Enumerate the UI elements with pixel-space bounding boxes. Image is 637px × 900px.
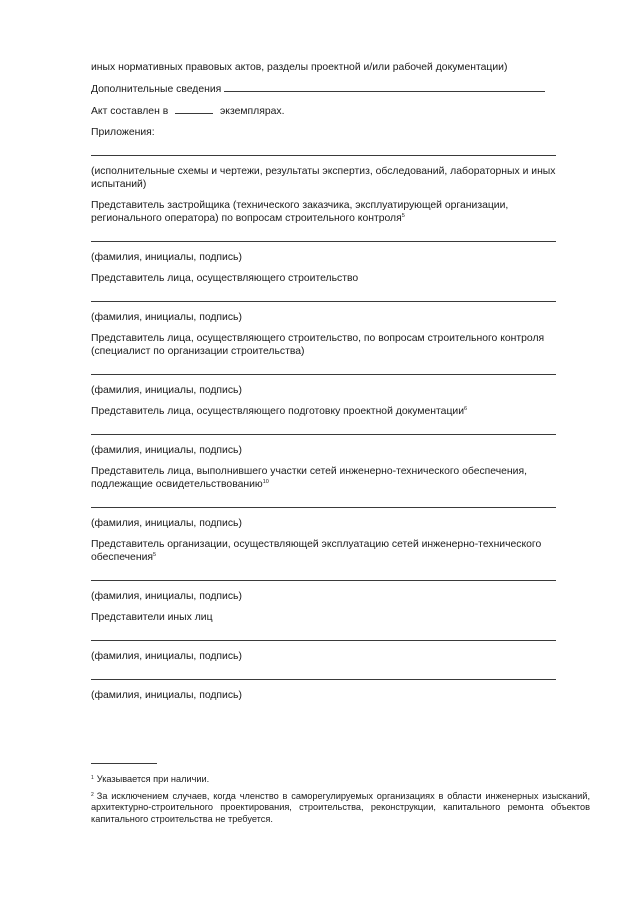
signature-hint: (фамилия, инициалы, подпись) [91, 651, 242, 662]
footnote [91, 791, 590, 826]
other-rep-signature-line[interactable] [91, 679, 556, 680]
appendices-hint: (исполнительные схемы и чертежи, результаты экспертиз, обследований, лабораторных и иных испытаний) [91, 166, 556, 190]
additional-info-label: Дополнительные сведения [91, 84, 222, 95]
act-copies-suffix: экземплярах. [220, 106, 285, 117]
signature-hint: (фамилия, инициалы, подпись) [91, 690, 242, 701]
builder-rep-signature-line[interactable] [91, 301, 556, 302]
builder-rep-label: Представитель лица, осуществляющего строительство [91, 273, 359, 284]
footnote-mark: 10 [262, 479, 269, 485]
footnote [91, 774, 590, 786]
networks-operator-rep-signature-line[interactable] [91, 580, 556, 581]
networks-operator-rep-label: Представитель организации, осуществляющей эксплуатацию сетей инженерно-технического обеспечения$^5$ [91, 539, 542, 563]
signature-hint: (фамилия, инициалы, подпись) [91, 591, 242, 602]
developer-rep-signature-line[interactable] [91, 241, 556, 242]
text-line: иных нормативных правовых актов, разделы проектной и/или рабочей документации) [91, 62, 508, 73]
networks-builder-rep-signature-line[interactable] [91, 507, 556, 508]
footnote-number: 1 [91, 775, 94, 781]
footnote-number: 2 [91, 791, 94, 798]
footnote-mark: 5 [401, 213, 405, 219]
additional-info-field[interactable] [224, 82, 545, 92]
signature-hint: (фамилия, инициалы, подпись) [91, 518, 242, 529]
other-reps-label: Представители иных лиц [91, 612, 213, 623]
document-body [91, 61, 573, 702]
footnote-separator [91, 763, 157, 764]
act-copies-field[interactable] [175, 104, 213, 114]
appendices-label: Приложения: [91, 127, 155, 138]
footnotes [91, 774, 590, 830]
designer-rep-signature-line[interactable] [91, 434, 556, 435]
designer-rep-label: Представитель лица, осуществляющего подготовку проектной документации$^6$ [91, 406, 468, 417]
act-copies-prefix: Акт составлен в [91, 106, 169, 117]
additional-info-row [91, 82, 573, 96]
builder-control-rep-signature-line[interactable] [91, 374, 556, 375]
appendices-field[interactable] [91, 155, 556, 156]
builder-control-rep-label: Представитель лица, осуществляющего строительство, по вопросам строительного контроля (специалист по организации строительства) [91, 333, 545, 357]
footnote-mark: 5 [153, 552, 157, 558]
footnote-text: За исключением случаев, когда членство в саморегулируемых организациях в области инженерных изысканий, архитектурно-строительного проектирования, строительства, реконструкции, капитального ремонта объектов капитального строительства не требуется. [91, 790, 590, 824]
other-rep-signature-line[interactable] [91, 640, 556, 641]
footnote-mark: 6 [464, 406, 468, 412]
signature-hint: (фамилия, инициалы, подпись) [91, 252, 242, 263]
networks-builder-rep-label: Представитель лица, выполнившего участки сетей инженерно-технического обеспечения, подлежащие освидетельствованию$^{10}$ [91, 466, 527, 490]
signature-hint: (фамилия, инициалы, подпись) [91, 385, 242, 396]
signature-hint: (фамилия, инициалы, подпись) [91, 312, 242, 323]
signature-hint: (фамилия, инициалы, подпись) [91, 445, 242, 456]
act-copies-row [91, 104, 573, 118]
developer-rep-label: Представитель застройщика (технического заказчика, эксплуатирующей организации, регионального оператора) по вопросам строительного контроля$^5$ [91, 200, 509, 224]
footnote-text: Указывается при наличии. [96, 774, 210, 784]
